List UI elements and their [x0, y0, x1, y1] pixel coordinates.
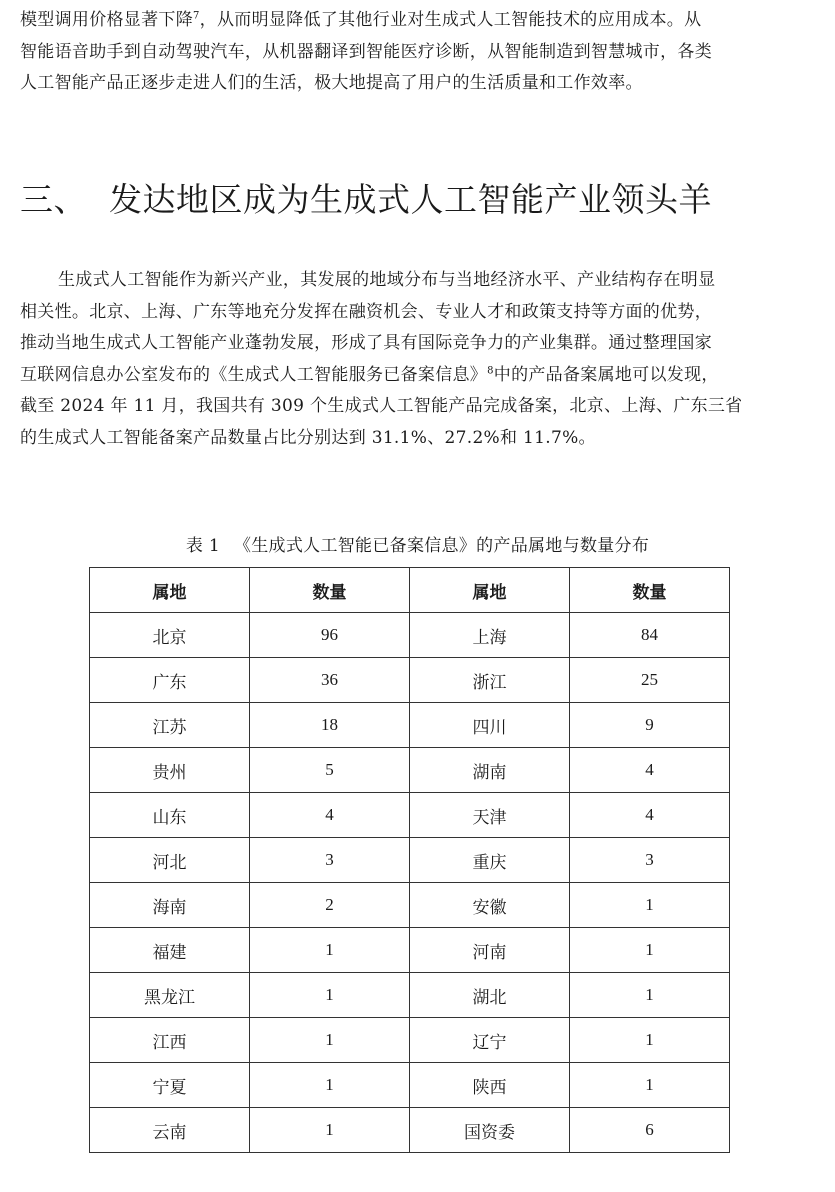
- count-cell: 1: [570, 1018, 730, 1063]
- paragraph-regional: [20, 265, 820, 454]
- region-cell: 山东: [90, 793, 250, 838]
- count-cell: 1: [250, 973, 410, 1018]
- region-cell: 辽宁: [410, 1018, 570, 1063]
- region-cell: 陕西: [410, 1063, 570, 1108]
- count-cell: 25: [570, 658, 730, 703]
- region-cell: 福建: [90, 928, 250, 973]
- region-cell: 宁夏: [90, 1063, 250, 1108]
- table-number: 表 1: [185, 536, 220, 556]
- column-header-region: 属地: [90, 568, 250, 613]
- table-row: [90, 703, 730, 748]
- region-cell: 上海: [410, 613, 570, 658]
- paragraph-line: 人工智能产品正逐步走进人们的生活，极大地提高了用户的生活质量和工作效率。: [20, 73, 643, 93]
- table-row: [90, 748, 730, 793]
- count-cell: 96: [250, 613, 410, 658]
- region-cell: 北京: [90, 613, 250, 658]
- region-cell: 江西: [90, 1018, 250, 1063]
- paragraph-line: [20, 360, 820, 392]
- count-cell: 1: [570, 1063, 730, 1108]
- paragraph-line: 的生成式人工智能备案产品数量占比分别达到 31.1%、27.2%和 11.7%。: [20, 427, 596, 448]
- region-cell: 广东: [90, 658, 250, 703]
- count-cell: 5: [250, 748, 410, 793]
- count-cell: 9: [570, 703, 730, 748]
- region-cell: 贵州: [90, 748, 250, 793]
- column-header-count: 数量: [250, 568, 410, 613]
- column-header-count: 数量: [570, 568, 730, 613]
- table-body: [90, 613, 730, 1153]
- region-cell: 江苏: [90, 703, 250, 748]
- count-cell: 4: [570, 793, 730, 838]
- count-cell: 3: [250, 838, 410, 883]
- count-cell: 1: [250, 1018, 410, 1063]
- table-row: [90, 658, 730, 703]
- count-cell: 1: [570, 928, 730, 973]
- count-cell: 2: [250, 883, 410, 928]
- region-cell: 云南: [90, 1108, 250, 1153]
- section-title: 发达地区成为生成式人工智能产业领头羊: [109, 180, 712, 219]
- table-row: [90, 793, 730, 838]
- footnote-ref[interactable]: 7: [193, 10, 200, 22]
- paragraph-line: 截至 2024 年 11 月，我国共有 309 个生成式人工智能产品完成备案，北京、上海、广东三省: [20, 396, 743, 416]
- table-row: [90, 928, 730, 973]
- count-cell: 3: [570, 838, 730, 883]
- region-cell: 黑龙江: [90, 973, 250, 1018]
- region-cell: 浙江: [410, 658, 570, 703]
- count-cell: 36: [250, 658, 410, 703]
- region-cell: 安徽: [410, 883, 570, 928]
- region-cell: 湖南: [410, 748, 570, 793]
- table-caption: [0, 532, 835, 560]
- paragraph-line: 生成式人工智能作为新兴产业，其发展的地域分布与当地经济水平、产业结构存在明显: [58, 270, 716, 290]
- region-cell: 河北: [90, 838, 250, 883]
- table-row: [90, 973, 730, 1018]
- count-cell: 1: [250, 1063, 410, 1108]
- text-run: ，从而明显降低了其他行业对生成式人工智能技术的应用成本。从: [199, 10, 702, 30]
- table-row: [90, 883, 730, 928]
- region-cell: 重庆: [410, 838, 570, 883]
- table-header-row: [90, 568, 730, 613]
- region-cell: 国资委: [410, 1108, 570, 1153]
- count-cell: 4: [570, 748, 730, 793]
- count-cell: 1: [250, 928, 410, 973]
- section-number: 三、: [20, 180, 87, 219]
- count-cell: 1: [570, 883, 730, 928]
- table-row: [90, 1063, 730, 1108]
- region-count-table: [89, 567, 730, 1153]
- count-cell: 18: [250, 703, 410, 748]
- table-row: [90, 1018, 730, 1063]
- count-cell: 4: [250, 793, 410, 838]
- footnote-ref[interactable]: 8: [487, 364, 494, 376]
- text-run: 中的产品备案属地可以发现，: [493, 364, 719, 385]
- table-row: [90, 613, 730, 658]
- text-run: 模型调用价格显著下降: [20, 10, 193, 30]
- region-cell: 湖北: [410, 973, 570, 1018]
- table-caption-text: 《生成式人工智能已备案信息》的产品属地与数量分布: [233, 536, 650, 556]
- table-row: [90, 1108, 730, 1153]
- region-cell: 天津: [410, 793, 570, 838]
- count-cell: 84: [570, 613, 730, 658]
- column-header-region: 属地: [410, 568, 570, 613]
- paragraph-line: 相关性。北京、上海、广东等地充分发挥在融资机会、专业人才和政策支持等方面的优势，: [20, 301, 712, 322]
- count-cell: 1: [570, 973, 730, 1018]
- count-cell: 1: [250, 1108, 410, 1153]
- paragraph-line: 智能语音助手到自动驾驶汽车，从机器翻译到智能医疗诊断，从智能制造到智慧城市，各类: [20, 41, 712, 62]
- paragraph-line: 推动当地生成式人工智能产业蓬勃发展，形成了具有国际竞争力的产业集群。通过整理国家: [20, 333, 712, 353]
- region-cell: 海南: [90, 883, 250, 928]
- region-cell: 四川: [410, 703, 570, 748]
- region-cell: 河南: [410, 928, 570, 973]
- paragraph-intro: [20, 5, 820, 100]
- paragraph-line: [20, 5, 820, 37]
- text-run: 互联网信息办公室发布的《生成式人工智能服务已备案信息》: [20, 364, 488, 385]
- section-heading: [20, 176, 712, 224]
- count-cell: 6: [570, 1108, 730, 1153]
- table-row: [90, 838, 730, 883]
